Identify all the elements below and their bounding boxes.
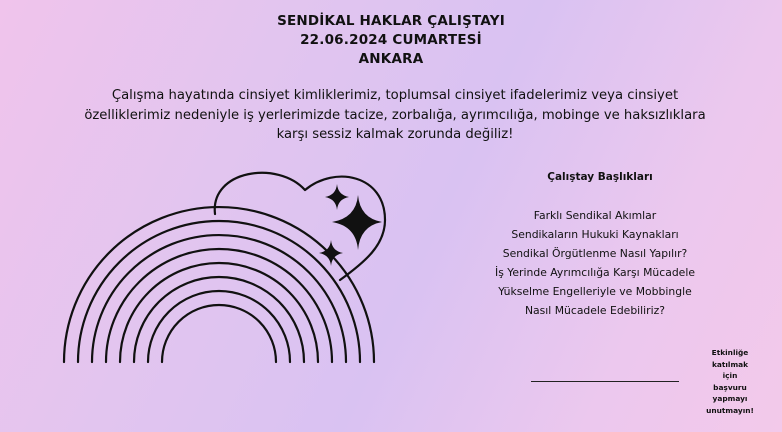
topic-item: İş Yerinde Ayrımcılığa Karşı Mücadele: [495, 266, 695, 279]
sparkle-small-icon: [319, 240, 343, 266]
note-line: yapmayı: [712, 394, 748, 403]
topic-item: Sendikaların Hukuki Kaynakları: [511, 228, 679, 241]
rainbow-arc: [134, 277, 304, 362]
topic-item: Yükselme Engelleriyle ve Mobbingle: [498, 285, 692, 298]
topic-item: Farklı Sendikal Akımlar: [533, 209, 657, 222]
topic-item: Nasıl Mücadele Edebiliriz?: [524, 304, 666, 317]
note-line: Etkinliğe: [711, 348, 749, 357]
intro-line: özelliklerimiz nedeniyle iş yerlerimizde tacize, zorbalığa, ayrımcılığa, mobinge ve haksızlıklara: [84, 107, 706, 123]
note-line: unutmayın!: [706, 405, 754, 415]
intro-line: karşı sessiz kalmak zorunda değiliz!: [276, 127, 514, 142]
event-city: ANKARA: [358, 51, 424, 67]
intro-line: Çalışma hayatında cinsiyet kimliklerimiz, toplumsal cinsiyet ifadelerimiz veya cinsiyet: [111, 88, 679, 103]
topics-title: Çalıştay Başlıkları: [547, 171, 653, 183]
sparkle-large-icon: [332, 195, 382, 250]
sparkle-small-icon: [325, 184, 349, 210]
note-line: için: [722, 371, 738, 380]
rainbow-arc: [64, 207, 374, 362]
event-date: 22.06.2024 CUMARTESİ: [300, 32, 482, 48]
registration-note: [694, 347, 766, 416]
signature-line: [531, 381, 679, 382]
rainbow-arc: [148, 291, 290, 362]
event-title: SENDİKAL HAKLAR ÇALIŞTAYI: [277, 13, 505, 29]
rainbow-arc: [162, 305, 276, 362]
note-line: başvuru: [713, 382, 747, 392]
rainbow-arc: [92, 235, 346, 362]
topics-list: [440, 206, 750, 320]
note-line: katılmak: [711, 359, 749, 369]
topic-item: Sendikal Örgütlenme Nasıl Yapılır?: [502, 247, 688, 260]
